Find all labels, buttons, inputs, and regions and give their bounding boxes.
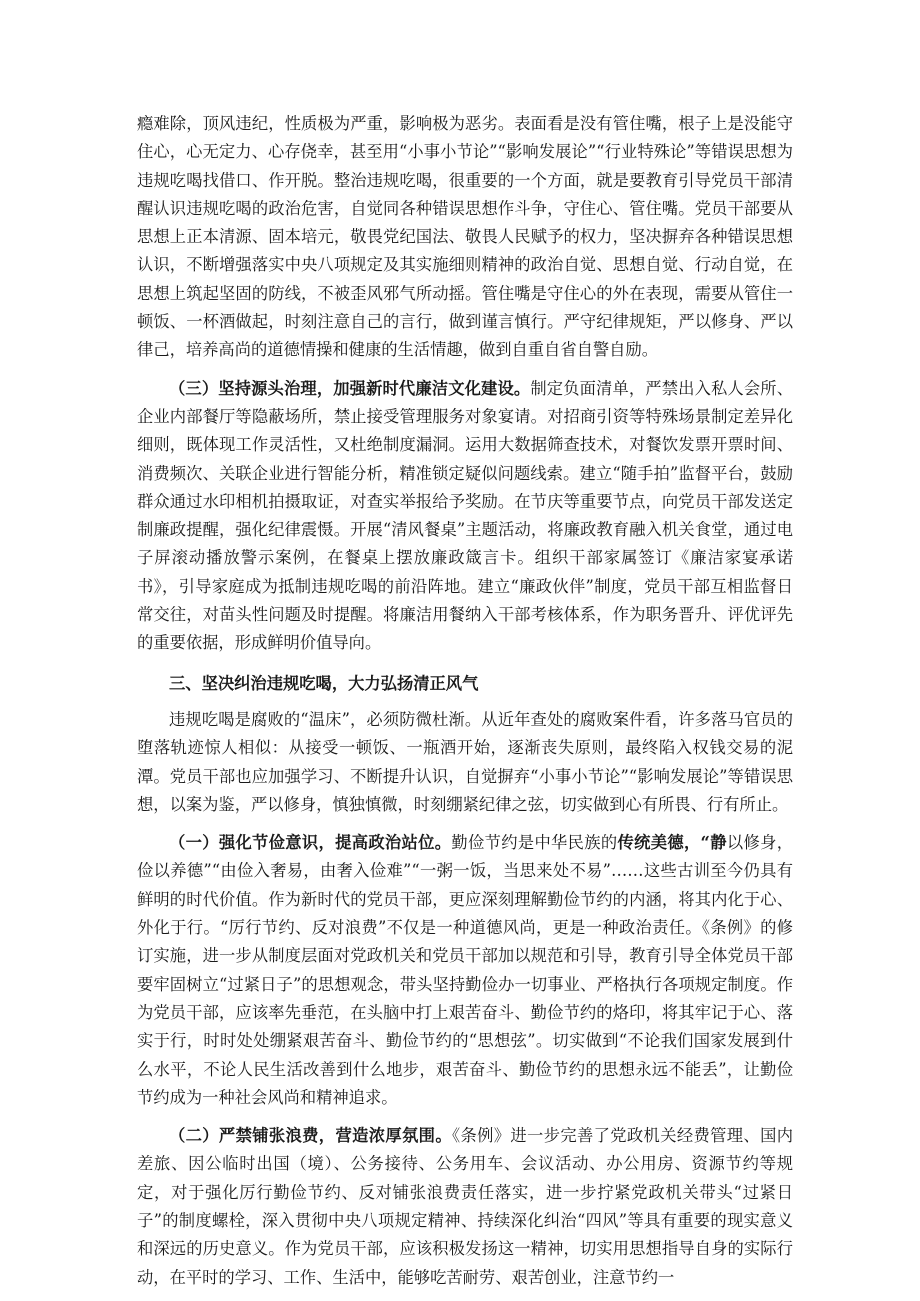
paragraph-frugality-emphasis: 传统美德，“静 — [617, 833, 727, 853]
paragraph-section3-intro — [137, 706, 793, 819]
subheading-waste: （二）严禁铺张浪费，营造浓厚氛围。 — [169, 1126, 452, 1146]
paragraph-section3-intro-text: 违规吃喝是腐败的“温床”，必须防微杜渐。从近年查处的腐败案件看，许多落马官员的堕落轨迹惊人相似：从接受一顿饭、一瓶酒开始，逐渐丧失原则，最终陷入权钱交易的泥潭。党员干部也应加强学习、不断提升认识，自觉摒弃“小事小节论”“影响发展论”等错误思想，以案为鉴，严以修身，慎独慎微，时刻绷紧纪律之弦，切实做到心有所畏、行有所止。 — [137, 709, 793, 814]
paragraph-source-governance-text: 制定负面清单，严禁出入私人会所、企业内部餐厅等隐蔽场所，禁止接受管理服务对象宴请。对招商引资等特殊场景制定差异化细则，既体现工作灵活性，又杜绝制度漏洞。运用大数据筛查技术，对餐饮发票开票时间、消费频次、关联企业进行智能分析，精准锁定疑似问题线索。建立“随手拍”监督平台，鼓励群众通过水印相机拍摄取证，对查实举报给予奖励。在节庆等重要节点，向党员干部发送定制廉政提醒，强化纪律震慑。开展“清风餐桌”主题活动，将廉政教育融入机关食堂，通过电子屏滚动播放警示案例，在餐桌上摆放廉政箴言卡。组织干部家属签订《廉洁家宴承诺书》，引导家庭成为抵制违规吃喝的前沿阵地。建立“廉政伙伴”制度，党员干部互相监督日常交往，对苗头性问题及时提醒。将廉洁用餐纳入干部考核体系，作为职务晋升、评优评先的重要依据，形成鲜明价值导向。 — [137, 378, 793, 653]
section-heading-three: 三、坚决纠治违规吃喝，大力弘扬清正风气 — [169, 673, 479, 693]
paragraph-frugality — [137, 829, 793, 1112]
paragraph-intro — [137, 110, 793, 365]
paragraph-intro-text: 瘾难除，顶风违纪，性质极为严重，影响极为恶劣。表面看是没有管住嘴，根子上是没能守住心，心无定力、心存侥幸，甚至用“小事小节论”“影响发展论”“行业特殊论”等错误思想为违规吃喝找借口、作开脱。整治违规吃喝，很重要的一个方面，就是要教育引导党员干部清醒认识违规吃喝的政治危害，自觉同各种错误思想作斗争，守住心、管住嘴。党员干部要从思想上正本清源、固本培元，敬畏党纪国法、敬畏人民赋予的权力，坚决摒弃各种错误思想认识，不断增强落实中央八项规定及其实施细则精神的政治自觉、思想自觉、行动自觉，在思想上筑起坚固的防线，不被歪风邪气所动摇。管住嘴是守住心的外在表现，需要从管住一顿饭、一杯酒做起，时刻注意自己的言行，做到谨言慎行。严守纪律规矩，严以修身、严以律己，培养高尚的道德情操和健康的生活情趣，做到自重自省自警自励。 — [137, 114, 793, 360]
paragraph-waste — [137, 1122, 793, 1292]
paragraph-frugality-mid: 勤俭节约是中华民族的 — [451, 833, 618, 853]
paragraph-waste-text: 《条例》进一步完善了党政机关经费管理、国内差旅、因公临时出国（境）、公务接待、公务用车、会议活动、办公用房、资源节约等规定，对于强化厉行勤俭节约、反对铺张浪费责任落实，进一步拧紧党政机关带头“过紧日子”的制度螺栓，深入贯彻中央八项规定精神、持续深化纠治“四风”等具有重要的现实意义和深远的历史意义。作为党员干部，应该积极发扬这一精神，切实用思想指导自身的实际行动，在平时的学习、工作、生活中，能够吃苦耐劳、艰苦创业，注意节约一 — [137, 1126, 793, 1287]
paragraph-source-governance — [137, 375, 793, 658]
subheading-source-governance: （三）坚持源头治理，加强新时代廉洁文化建设。 — [169, 378, 531, 398]
subheading-frugality: （一）强化节俭意识，提高政治站位。 — [169, 833, 452, 853]
paragraph-frugality-text: 以修身，俭以养德”“由俭入奢易，由奢入俭难”“一粥一饭，当思来处不易”……这些古训至今仍具有鲜明的时代价值。作为新时代的党员干部，更应深刻理解勤俭节约的内涵，将其内化于心、外化于行。“厉行节约、反对浪费”不仅是一种道德风尚，更是一种政治责任。《条例》的修订实施，进一步从制度层面对党政机关和党员干部加以规范和引导，教育引导全体党员干部要牢固树立“过紧日子”的思想观念，带头坚持勤俭办一切事业、严格执行各项规定制度。作为党员干部，应该率先垂范，在头脑中打上艰苦奋斗、勤俭节约的烙印，将其牢记于心、落实于行，时时处处绷紧艰苦奋斗、勤俭节约的“思想弦”。切实做到“不论我们国家发展到什么水平，不论人民生活改善到什么地步，艰苦奋斗、勤俭节约的思想永远不能丢”，让勤俭节约成为一种社会风尚和精神追求。 — [137, 833, 793, 1107]
document-body — [137, 110, 793, 1292]
